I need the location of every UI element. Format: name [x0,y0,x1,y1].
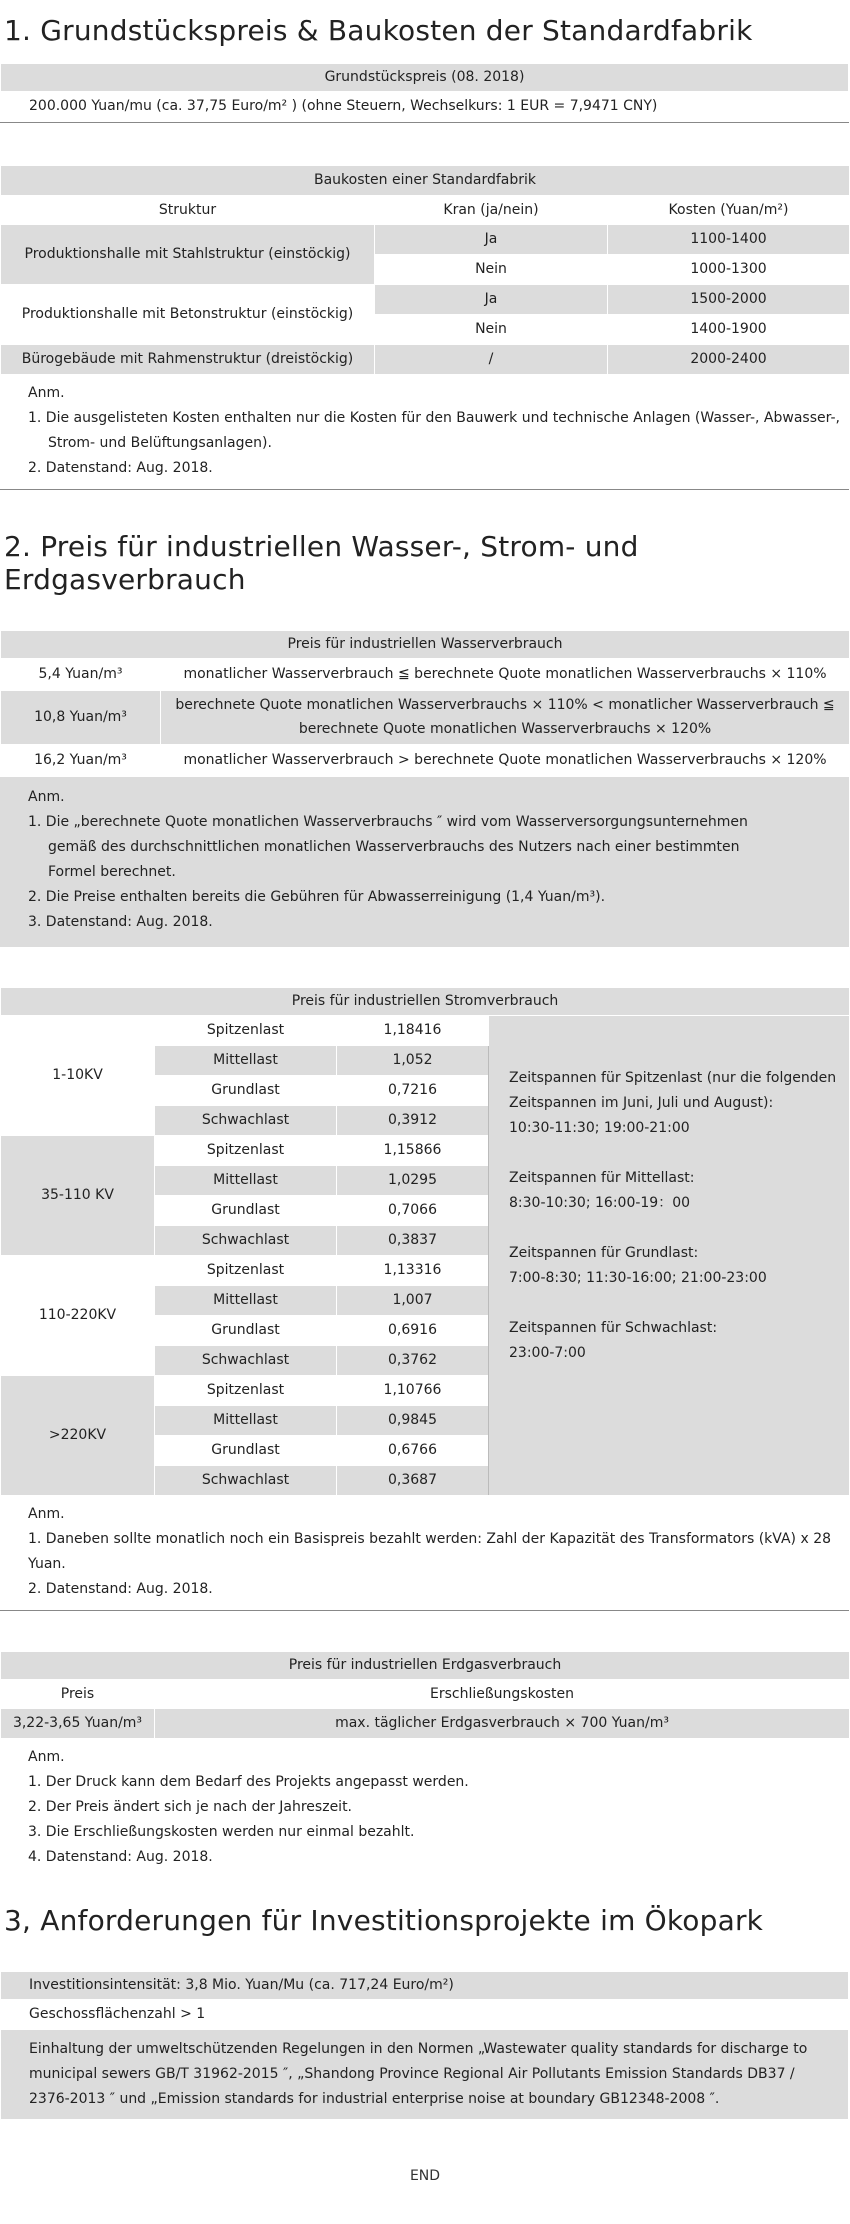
water-condition: monatlicher Wasserverbrauch > berechnete Quote monatlichen Wasserverbrauchs × 120% [161,745,850,777]
water-notes [0,777,849,947]
gas-price-value: 3,22-3,65 Yuan/m³ [1,1709,155,1739]
note-line: 2. Datenstand: Aug. 2018. [28,460,213,476]
note-line: 3. Die Erschließungskosten werden nur einmal bezahlt. [28,1824,415,1840]
load-price: 1,10766 [337,1376,489,1406]
cost-value: 1400-1900 [608,315,850,345]
land-price-value: 200.000 Yuan/mu (ca. 37,75 Euro/m² ) (ohne Steuern, Wechselkurs: 1 EUR = 7,9471 CNY) [1,92,849,122]
requirement-line: 2376-2013 ″ und „Emission standards for industrial enterprise noise at boundary GB12348-2008 ″. [29,2091,720,2107]
water-condition-line: berechnete Quote monatlichen Wasserverbrauchs × 120% [298,721,712,737]
time-line: 8:30-10:30; 16:00-19：00 [509,1195,691,1211]
cost-value: 1100-1400 [608,225,850,255]
construction-notes [0,375,850,489]
load-price: 0,7216 [337,1076,489,1106]
water-condition: monatlicher Wasserverbrauch ≦ berechnete Quote monatlichen Wasserverbrauchs × 110% [161,659,850,691]
note-line: 1. Der Druck kann dem Bedarf des Projekts angepasst werden. [28,1774,469,1790]
note-line: 3. Datenstand: Aug. 2018. [28,914,213,930]
note-title: Anm. [28,789,65,805]
requirement-investment: Investitionsintensität: 3,8 Mio. Yuan/Mu (ca. 717,24 Euro/m²) [1,1972,849,2000]
time-line: Zeitspannen für Grundlast: [509,1245,699,1261]
power-price-caption: Preis für industriellen Stromverbrauch [1,988,850,1016]
voltage-level: 1-10KV [1,1016,155,1136]
section-1-heading: 1. Grundstückspreis & Baukosten der Standardfabrik [4,14,753,47]
load-price: 0,6766 [337,1436,489,1466]
load-price: 1,15866 [337,1136,489,1166]
water-condition-line: berechnete Quote monatlichen Wasserverbrauchs × 110% < monatlicher Wasserverbrauch ≦ [175,697,835,713]
voltage-level: 110-220KV [1,1256,155,1376]
note-line: 1. Die ausgelisteten Kosten enthalten nur die Kosten für den Bauwerk und technische Anlagen (Wasser-, Abwasser-, [28,410,840,426]
note-line: Formel berechnet. [48,864,176,880]
water-condition [161,691,850,745]
load-price: 0,9845 [337,1406,489,1436]
load-type: Grundlast [155,1196,337,1226]
construction-cost-caption: Baukosten einer Standardfabrik [1,166,850,196]
note-line: 2. Datenstand: Aug. 2018. [28,1581,213,1597]
gas-price-table [0,1651,850,1739]
load-price: 0,3837 [337,1226,489,1256]
requirement-line: municipal sewers GB/T 31962-2015 ″, „Shandong Province Regional Air Pollutants Emission Standards DB37 / [29,2066,795,2082]
load-type: Mittellast [155,1406,337,1436]
section-3-heading: 3, Anforderungen für Investitionsprojekte im Ökopark [4,1904,764,1937]
load-type: Mittellast [155,1286,337,1316]
voltage-level: 35-110 KV [1,1136,155,1256]
structure-office: Bürogebäude mit Rahmenstruktur (dreistöckig) [1,345,375,375]
header-erschliessung: Erschließungskosten [155,1680,850,1709]
load-price: 1,18416 [337,1016,489,1046]
header-struktur: Struktur [1,196,375,225]
note-title: Anm. [28,1506,65,1522]
load-type: Grundlast [155,1316,337,1346]
header-kran: Kran (ja/nein) [375,196,608,225]
time-spans [489,1016,850,1496]
load-type: Spitzenlast [155,1256,337,1286]
load-price: 0,3912 [337,1106,489,1136]
gas-notes [0,1739,850,1878]
time-line: 7:00-8:30; 11:30-16:00; 21:00-23:00 [509,1270,767,1286]
gas-cost-value: max. täglicher Erdgasverbrauch × 700 Yuan/m³ [155,1709,850,1739]
load-type: Spitzenlast [155,1136,337,1166]
power-notes [0,1496,850,1610]
water-price-value: 10,8 Yuan/m³ [1,691,161,745]
load-type: Spitzenlast [155,1016,337,1046]
load-price: 0,3687 [337,1466,489,1496]
header-preis: Preis [1,1680,155,1709]
load-type: Mittellast [155,1046,337,1076]
land-price-caption: Grundstückspreis (08. 2018) [1,64,849,92]
cost-value: 1000-1300 [608,255,850,285]
structure-concrete: Produktionshalle mit Betonstruktur (einstöckig) [1,285,375,345]
load-type: Spitzenlast [155,1376,337,1406]
time-line: Zeitspannen für Spitzenlast (nur die folgenden [509,1070,837,1086]
cost-value: 1500-2000 [608,285,850,315]
note-title: Anm. [28,1749,65,1765]
note-line: 4. Datenstand: Aug. 2018. [28,1849,213,1865]
water-price-caption: Preis für industriellen Wasserverbrauch [1,631,850,659]
structure-steel: Produktionshalle mit Stahlstruktur (einstöckig) [1,225,375,285]
kran-value: Nein [375,315,608,345]
cost-value: 2000-2400 [608,345,850,375]
load-price: 0,6916 [337,1316,489,1346]
load-type: Grundlast [155,1436,337,1466]
requirement-line: Einhaltung der umweltschützenden Regelungen in den Normen „Wastewater quality standards for discharge to [29,2041,808,2057]
water-price-table [0,630,850,777]
time-line: Zeitspannen für Schwachlast: [509,1320,718,1336]
load-type: Schwachlast [155,1226,337,1256]
note-line: 1. Daneben sollte monatlich noch ein Basispreis bezahlt werden: Zahl der Kapazität des Transformators (kVA) x 28 Yuan. [28,1531,832,1572]
load-price: 1,007 [337,1286,489,1316]
time-line: Zeitspannen für Mittellast: [509,1170,695,1186]
header-kosten: Kosten (Yuan/m²) [608,196,850,225]
note-line: 2. Der Preis ändert sich je nach der Jahreszeit. [28,1799,353,1815]
end-marker: END [409,2168,441,2184]
time-line: 10:30-11:30; 19:00-21:00 [509,1120,690,1136]
kran-value: Ja [375,285,608,315]
note-line: Strom- und Belüftungsanlagen). [48,435,272,451]
power-price-table [0,987,850,1496]
load-type: Mittellast [155,1166,337,1196]
note-line: 2. Die Preise enthalten bereits die Gebühren für Abwasserreinigung (1,4 Yuan/m³). [28,889,606,905]
load-type: Schwachlast [155,1346,337,1376]
water-price-value: 5,4 Yuan/m³ [1,659,161,691]
load-price: 0,7066 [337,1196,489,1226]
kran-value: Ja [375,225,608,255]
requirement-floor-area: Geschossflächenzahl > 1 [1,2000,849,2030]
load-price: 1,052 [337,1046,489,1076]
requirements-table [0,1971,849,2120]
note-line: gemäß des durchschnittlichen monatlichen Wasserverbrauchs des Nutzers nach einer bestimmten [48,839,740,855]
load-type: Schwachlast [155,1106,337,1136]
construction-cost-table [0,165,850,375]
load-type: Grundlast [155,1076,337,1106]
note-title: Anm. [28,385,65,401]
section-2-heading: 2. Preis für industriellen Wasser-, Strom- und Erdgasverbrauch [4,530,639,596]
voltage-level: >220KV [1,1376,155,1496]
load-price: 1,0295 [337,1166,489,1196]
note-line: 1. Die „berechnete Quote monatlichen Wasserverbrauchs ″ wird vom Wasserversorgungsunternehmen [28,814,748,830]
load-price: 1,13316 [337,1256,489,1286]
load-type: Schwachlast [155,1466,337,1496]
kran-value: / [375,345,608,375]
water-price-value: 16,2 Yuan/m³ [1,745,161,777]
time-line: 23:00-7:00 [509,1345,586,1361]
land-price-table [0,63,849,122]
load-price: 0,3762 [337,1346,489,1376]
time-line: Zeitspannen im Juni, Juli und August): [509,1095,774,1111]
gas-price-caption: Preis für industriellen Erdgasverbrauch [1,1652,850,1680]
kran-value: Nein [375,255,608,285]
requirement-environment [1,2030,849,2120]
